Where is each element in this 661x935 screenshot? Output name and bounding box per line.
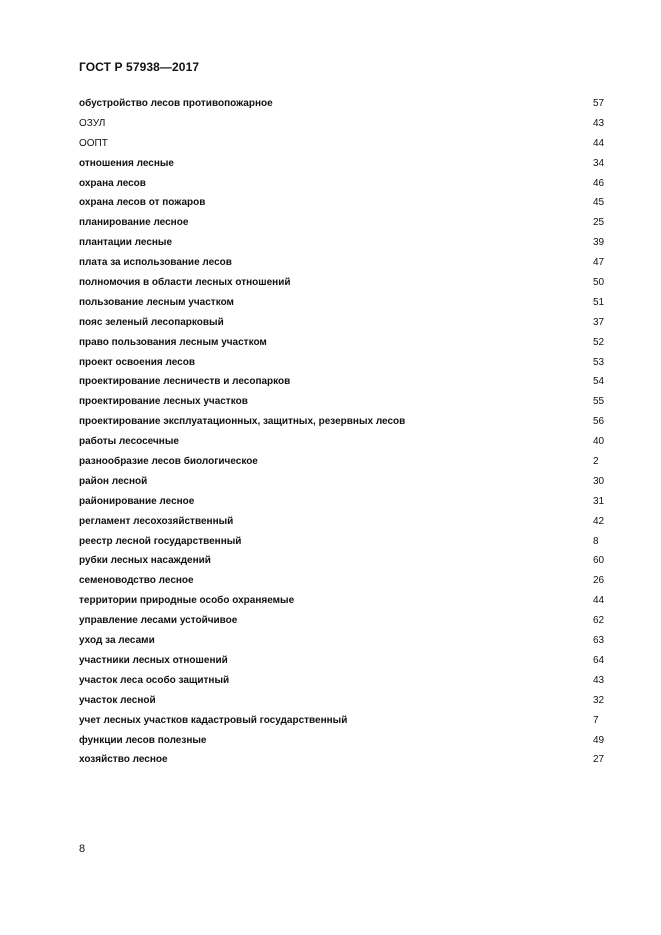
index-entry <box>79 118 605 138</box>
index-entry <box>79 277 605 297</box>
index-page-reference: 63 <box>593 635 605 647</box>
index-page-reference: 62 <box>593 615 605 627</box>
index-page-reference: 37 <box>593 316 605 328</box>
index-page-reference: 31 <box>593 495 605 507</box>
index-term: проектирование эксплуатационных, защитных, резервных лесов <box>79 416 406 428</box>
index-entry <box>79 615 605 635</box>
index-page-reference: 26 <box>593 575 605 587</box>
index-term: реестр лесной государственный <box>79 535 242 547</box>
index-entry <box>79 496 605 516</box>
index-term: рубки лесных насаждений <box>79 555 211 567</box>
index-page-reference: 53 <box>593 356 605 368</box>
index-page-reference: 8 <box>593 535 599 547</box>
index-page-reference: 34 <box>593 157 605 169</box>
index-entry <box>79 98 605 118</box>
index-term: охрана лесов от пожаров <box>79 197 206 209</box>
index-term: хозяйство лесное <box>79 754 168 766</box>
index-term: функции лесов полезные <box>79 734 207 746</box>
index-page-reference: 32 <box>593 694 605 706</box>
index-page-reference: 52 <box>593 336 605 348</box>
index-term: проектирование лесных участков <box>79 396 248 408</box>
index-term: территории природные особо охраняемые <box>79 595 295 607</box>
index-entry <box>79 675 605 695</box>
index-page-reference: 51 <box>593 296 605 308</box>
index-term: работы лесосечные <box>79 436 179 448</box>
index-term: проект освоения лесов <box>79 356 195 368</box>
index-term: район лесной <box>79 475 148 487</box>
index-page-reference: 39 <box>593 237 605 249</box>
index-term: управление лесами устойчивое <box>79 615 238 627</box>
index-page-reference: 2 <box>593 456 599 468</box>
index-entry <box>79 575 605 595</box>
index-term: районирование лесное <box>79 495 195 507</box>
index-page-reference: 54 <box>593 376 605 388</box>
index-entry <box>79 396 605 416</box>
index-term: проектирование лесничеств и лесопарков <box>79 376 291 388</box>
index-page-reference: 27 <box>593 754 605 766</box>
index-page-reference: 40 <box>593 436 605 448</box>
index-entry <box>79 376 605 396</box>
index-term: участок леса особо защитный <box>79 674 230 686</box>
index-entry <box>79 715 605 735</box>
index-entry <box>79 655 605 675</box>
index-page-reference: 43 <box>593 674 605 686</box>
index-term: учет лесных участков кадастровый государственный <box>79 714 348 726</box>
index-page-reference: 7 <box>593 714 599 726</box>
index-entry <box>79 138 605 158</box>
index-term: отношения лесные <box>79 157 174 169</box>
index-entry <box>79 217 605 237</box>
index-entry <box>79 317 605 337</box>
index-entry <box>79 476 605 496</box>
index-term: участники лесных отношений <box>79 654 228 666</box>
index-page-reference: 44 <box>593 595 605 607</box>
index-term: ООПТ <box>79 137 108 149</box>
index-term: ОЗУЛ <box>79 117 106 129</box>
index-term: разнообразие лесов биологическое <box>79 456 258 468</box>
index-page-reference: 42 <box>593 515 605 527</box>
index-entry <box>79 257 605 277</box>
index-entry <box>79 595 605 615</box>
index-term: пояс зеленый лесопарковый <box>79 316 224 328</box>
index-term: право пользования лесным участком <box>79 336 267 348</box>
index-entry <box>79 337 605 357</box>
index-term: планирование лесное <box>79 217 189 229</box>
index-page-reference: 46 <box>593 177 605 189</box>
index-page-reference: 56 <box>593 416 605 428</box>
index-entry <box>79 197 605 217</box>
index-entry <box>79 178 605 198</box>
index-page-reference: 64 <box>593 654 605 666</box>
index-entry <box>79 536 605 556</box>
index-page-reference: 30 <box>593 475 605 487</box>
index-page-reference: 25 <box>593 217 605 229</box>
document-header: ГОСТ Р 57938—2017 <box>79 60 200 74</box>
index-entry <box>79 297 605 317</box>
alphabetical-index <box>79 98 605 774</box>
index-entry <box>79 456 605 476</box>
index-term: обустройство лесов противопожарное <box>79 98 273 109</box>
index-term: полномочия в области лесных отношений <box>79 277 291 289</box>
index-entry <box>79 158 605 178</box>
index-entry <box>79 516 605 536</box>
index-term: пользование лесным участком <box>79 296 234 308</box>
index-entry <box>79 416 605 436</box>
index-entry <box>79 735 605 755</box>
index-page-reference: 57 <box>593 98 605 109</box>
index-page-reference: 60 <box>593 555 605 567</box>
index-page-reference: 50 <box>593 277 605 289</box>
index-entry <box>79 635 605 655</box>
index-page-reference: 43 <box>593 117 605 129</box>
index-page-reference: 47 <box>593 257 605 269</box>
index-term: охрана лесов <box>79 177 146 189</box>
index-term: участок лесной <box>79 694 156 706</box>
index-term: плантации лесные <box>79 237 173 249</box>
index-term: регламент лесохозяйственный <box>79 515 234 527</box>
index-entry <box>79 695 605 715</box>
index-term: уход за лесами <box>79 635 155 647</box>
index-page-reference: 49 <box>593 734 605 746</box>
index-entry <box>79 436 605 456</box>
index-page-reference: 45 <box>593 197 605 209</box>
index-entry <box>79 237 605 257</box>
index-term: плата за использование лесов <box>79 257 232 269</box>
index-page-reference: 44 <box>593 137 605 149</box>
index-entry <box>79 357 605 377</box>
index-term: семеноводство лесное <box>79 575 194 587</box>
index-entry <box>79 555 605 575</box>
page-number: 8 <box>79 843 86 855</box>
index-entry <box>79 754 605 774</box>
index-page-reference: 55 <box>593 396 605 408</box>
